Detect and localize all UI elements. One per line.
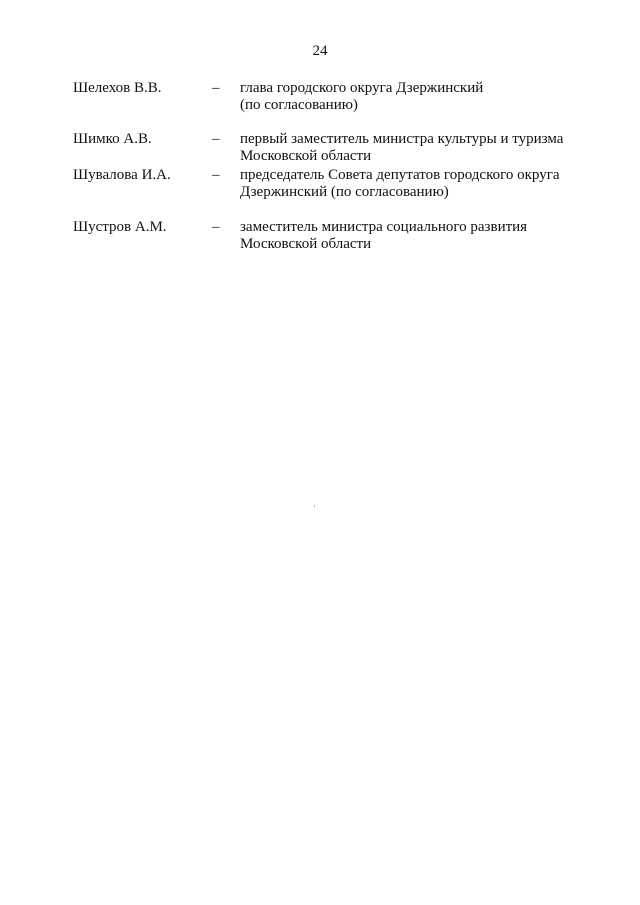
- member-role: [240, 131, 600, 165]
- dash-separator: –: [212, 219, 220, 235]
- member-role: [240, 80, 600, 114]
- member-name: Шимко А.В.: [73, 131, 152, 147]
- member-name: Шелехов В.В.: [73, 80, 162, 96]
- dash-separator: –: [212, 80, 220, 96]
- role-line: первый заместитель министра культуры и туризма: [240, 131, 564, 147]
- member-name: Шувалова И.А.: [73, 167, 171, 183]
- member-role: [240, 219, 600, 253]
- page-number: 24: [312, 43, 328, 59]
- role-line: глава городского округа Дзержинский: [240, 80, 484, 96]
- role-line: Дзержинский (по согласованию): [240, 184, 449, 200]
- role-line: (по согласованию): [240, 97, 358, 113]
- role-line: председатель Совета депутатов городского округа: [240, 167, 560, 183]
- member-name: Шустров А.М.: [73, 219, 167, 235]
- scan-speck: [314, 505, 315, 507]
- dash-separator: –: [212, 167, 220, 183]
- role-line: Московской области: [240, 148, 372, 164]
- dash-separator: –: [212, 131, 220, 147]
- role-line: Московской области: [240, 236, 372, 252]
- role-line: заместитель министра социального развития: [240, 219, 528, 235]
- member-role: [240, 167, 600, 201]
